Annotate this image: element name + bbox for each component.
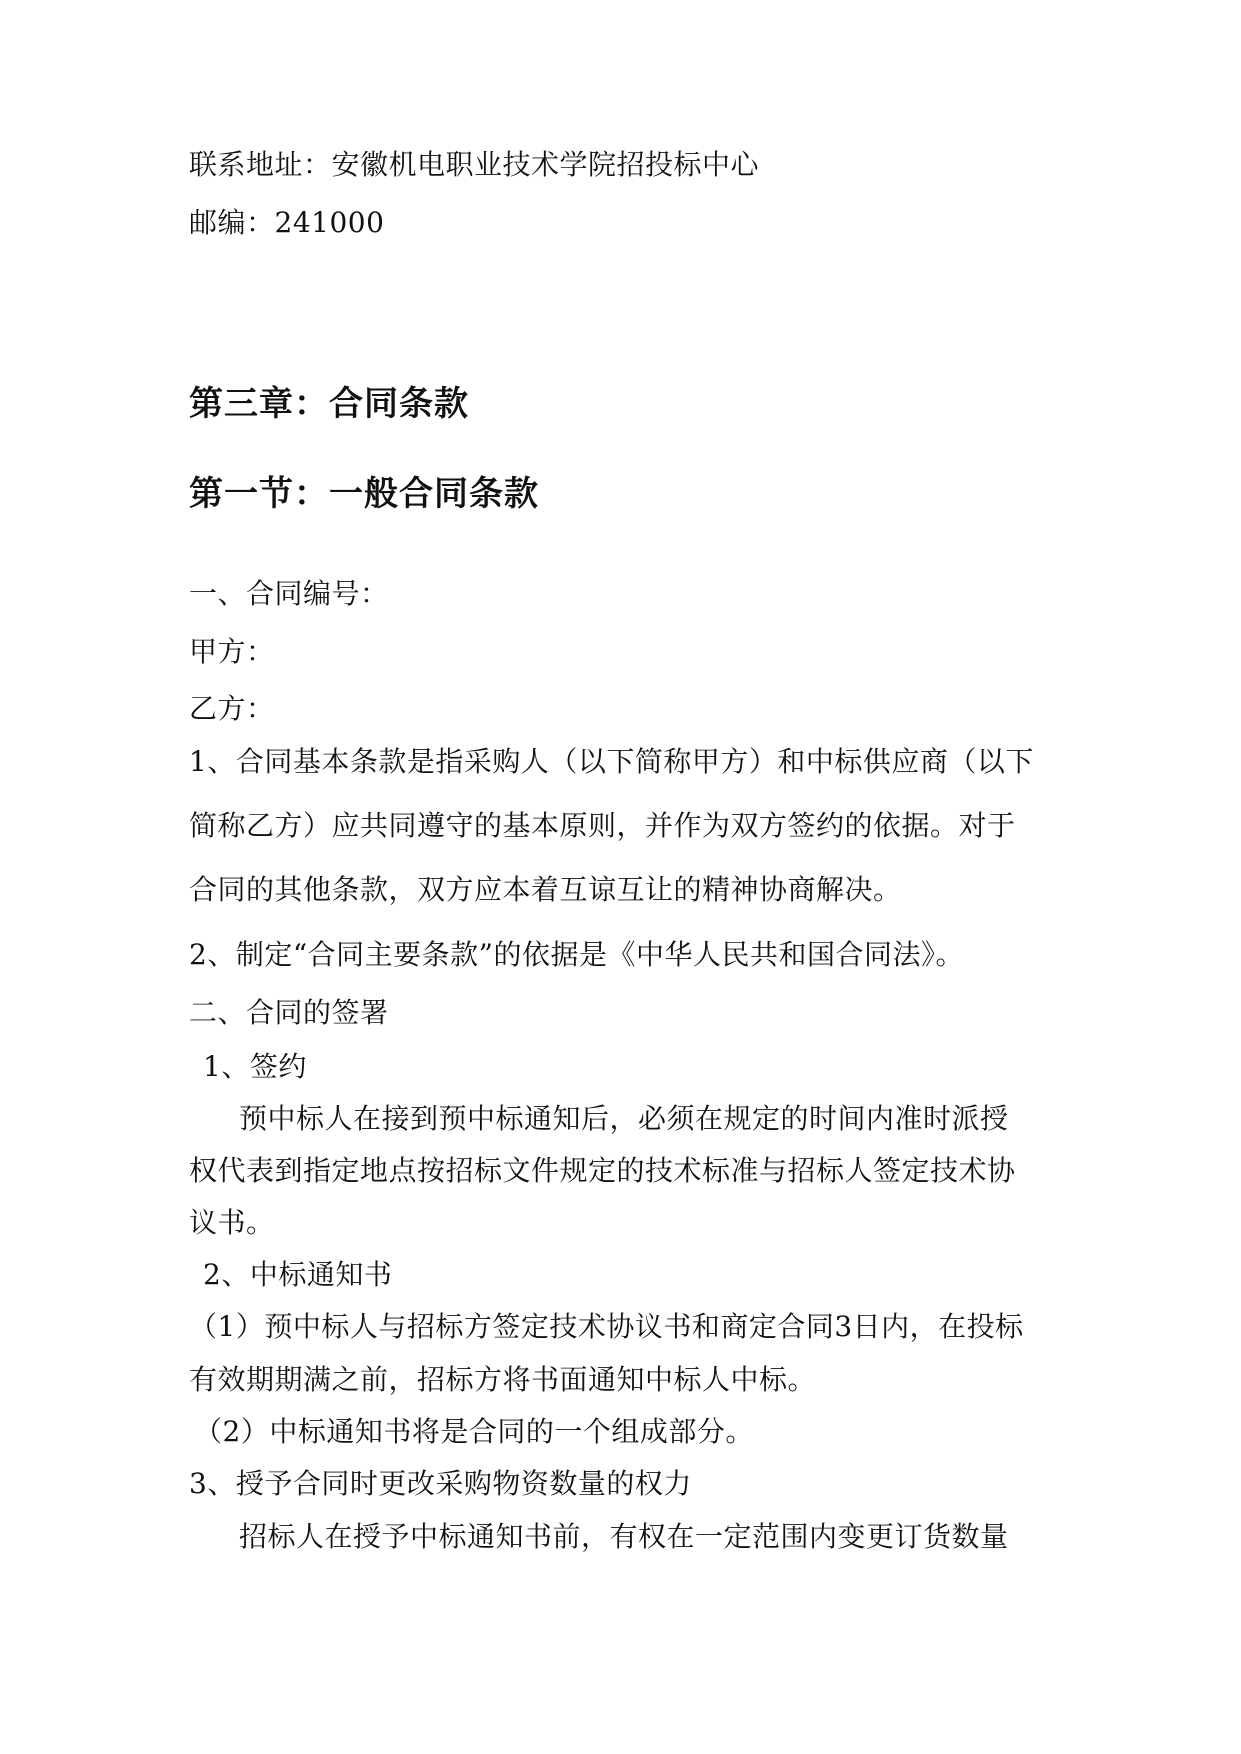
section-title: 第一节：一般合同条款: [189, 474, 539, 514]
signing-para-line-1: 预中标人在接到预中标通知后，必须在规定的时间内准时派授: [239, 1102, 1009, 1135]
clause-1-line-3: 合同的其他条款，双方应本着互谅互让的精神协商解决。: [189, 873, 902, 906]
notice-1-line-1: （1）预中标人与招标方签定技术协议书和商定合同3日内，在投标: [189, 1310, 1024, 1343]
chapter-title: 第三章：合同条款: [189, 384, 469, 424]
signing-heading: 二、合同的签署: [189, 996, 389, 1029]
contact-postcode: 邮编：241000: [189, 206, 385, 239]
contract-number-label: 一、合同编号：: [189, 577, 389, 610]
notice-1-line-2: 有效期期满之前，招标方将书面通知中标人中标。: [189, 1363, 817, 1396]
signing-item-2: 2、中标通知书: [203, 1258, 393, 1291]
signing-item-1: 1、签约: [203, 1050, 307, 1083]
signing-para-line-3: 议书。: [189, 1206, 275, 1239]
signing-para-line-2: 权代表到指定地点按招标文件规定的技术标准与招标人签定技术协: [189, 1154, 1016, 1187]
clause-1-line-2: 简称乙方）应共同遵守的基本原则，并作为双方签约的依据。对于: [189, 809, 1016, 842]
clause-1-line-1: 1、合同基本条款是指采购人（以下简称甲方）和中标供应商（以下: [189, 745, 1034, 778]
clause-2: 2、制定“合同主要条款”的依据是《中华人民共和国合同法》。: [189, 938, 964, 971]
party-a-label: 甲方：: [189, 635, 275, 668]
notice-2: （2）中标通知书将是合同的一个组成部分。: [194, 1415, 754, 1448]
item-3-heading: 3、授予合同时更改采购物资数量的权力: [189, 1467, 692, 1500]
contact-address: 联系地址：安徽机电职业技术学院招投标中心: [189, 148, 760, 181]
party-b-label: 乙方：: [189, 692, 275, 725]
item-3-para: 招标人在授予中标通知书前，有权在一定范围内变更订货数量: [239, 1520, 1009, 1553]
